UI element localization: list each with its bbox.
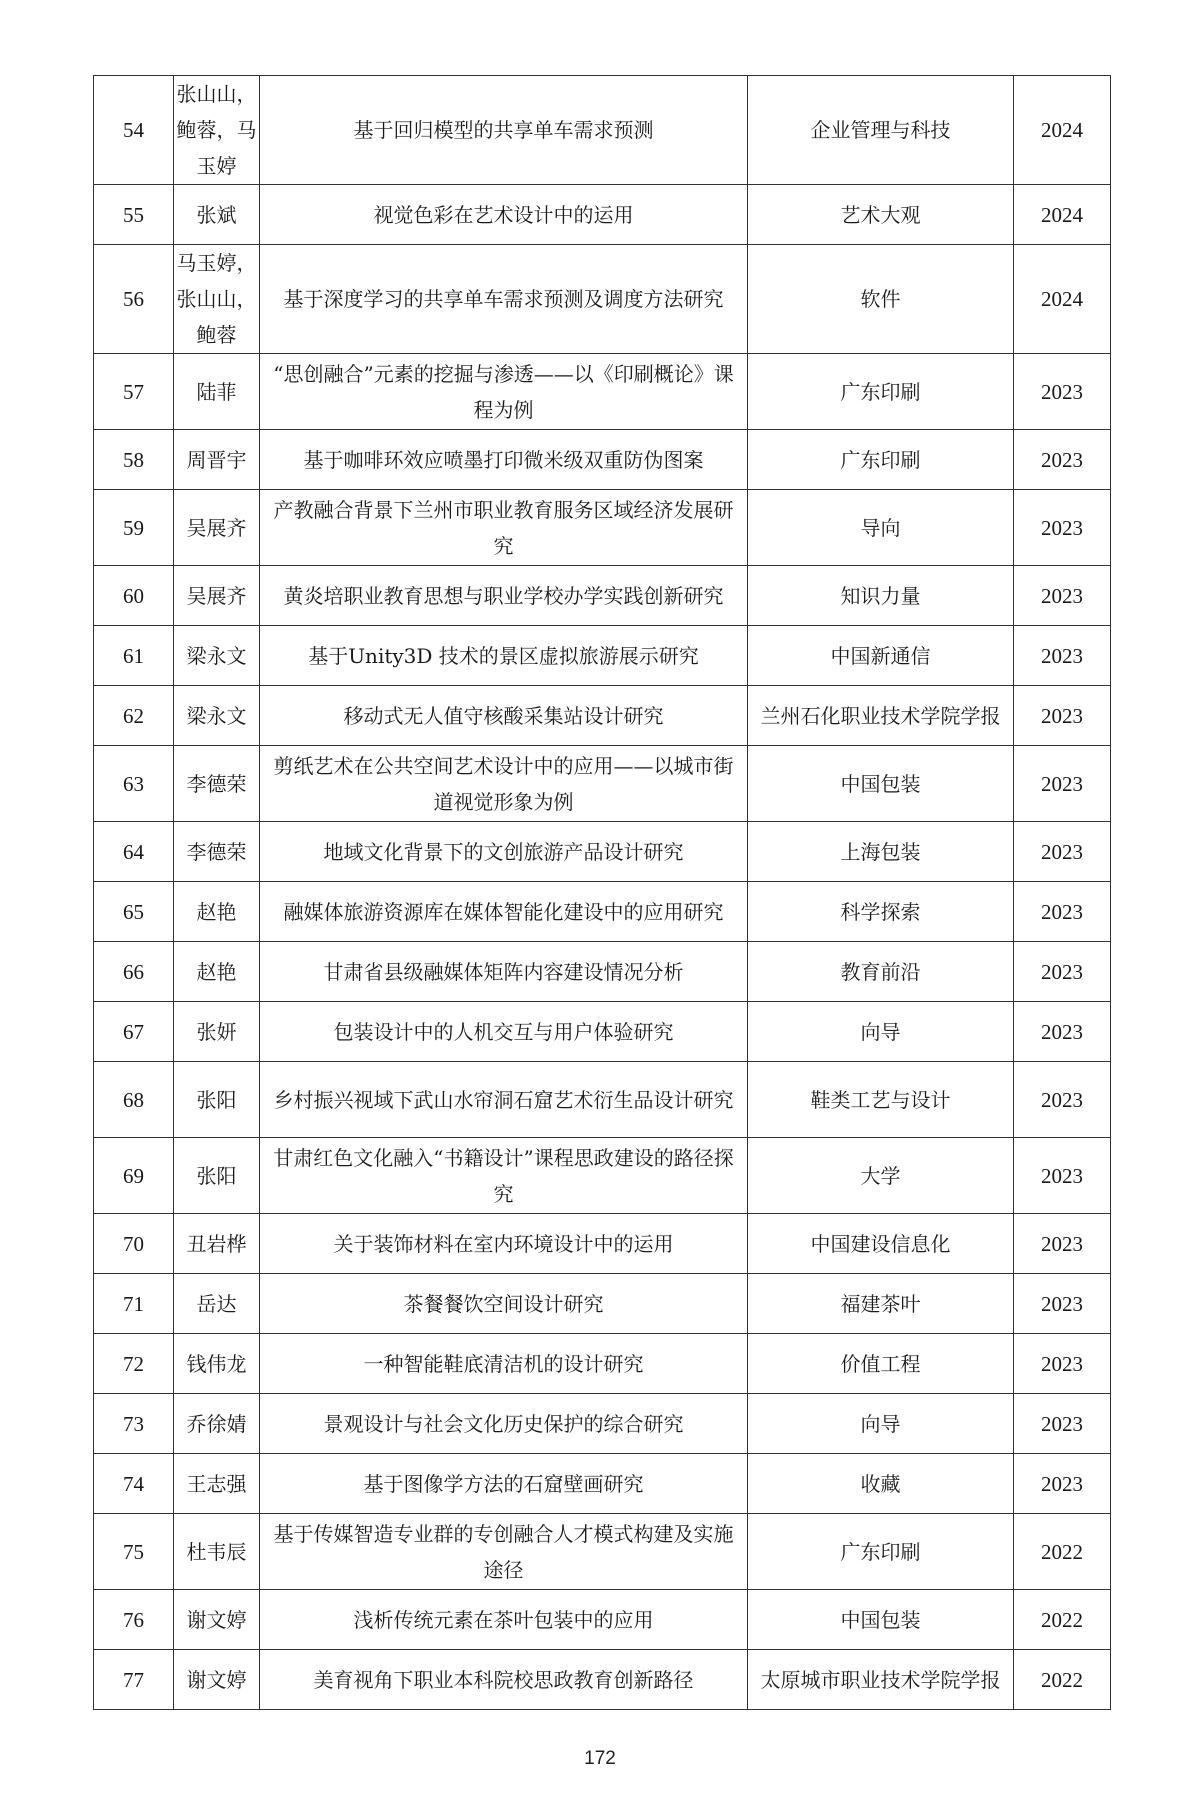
title-cell: 茶餐餐饮空间设计研究 <box>260 1274 748 1334</box>
title-cell: 融媒体旅游资源库在媒体智能化建设中的应用研究 <box>260 882 748 942</box>
author-cell: 张山山，鲍蓉，马玉婷 <box>174 76 260 185</box>
title-cell: 包装设计中的人机交互与用户体验研究 <box>260 1002 748 1062</box>
row-number-cell: 62 <box>94 686 174 746</box>
year-cell: 2023 <box>1014 430 1111 490</box>
journal-cell: 福建茶叶 <box>748 1274 1014 1334</box>
journal-cell: 软件 <box>748 245 1014 354</box>
table-row <box>94 1274 1111 1334</box>
table-row <box>94 686 1111 746</box>
table-row <box>94 882 1111 942</box>
author-cell: 吴展齐 <box>174 490 260 566</box>
title-cell: 黄炎培职业教育思想与职业学校办学实践创新研究 <box>260 566 748 626</box>
year-cell: 2023 <box>1014 626 1111 686</box>
year-cell: 2023 <box>1014 1002 1111 1062</box>
author-cell: 陆菲 <box>174 354 260 430</box>
table-row <box>94 1334 1111 1394</box>
table-row <box>94 1062 1111 1138</box>
row-number-cell: 67 <box>94 1002 174 1062</box>
year-cell: 2023 <box>1014 354 1111 430</box>
table-row <box>94 1138 1111 1214</box>
table-row <box>94 430 1111 490</box>
title-cell: 基于咖啡环效应喷墨打印微米级双重防伪图案 <box>260 430 748 490</box>
table-row <box>94 185 1111 245</box>
journal-cell: 艺术大观 <box>748 185 1014 245</box>
title-cell: 移动式无人值守核酸采集站设计研究 <box>260 686 748 746</box>
journal-cell: 向导 <box>748 1002 1014 1062</box>
author-cell: 岳达 <box>174 1274 260 1334</box>
row-number-cell: 76 <box>94 1590 174 1650</box>
journal-cell: 企业管理与科技 <box>748 76 1014 185</box>
author-cell: 李德荣 <box>174 746 260 822</box>
journal-cell: 中国新通信 <box>748 626 1014 686</box>
year-cell: 2023 <box>1014 686 1111 746</box>
title-cell: 浅析传统元素在茶叶包装中的应用 <box>260 1590 748 1650</box>
journal-cell: 教育前沿 <box>748 942 1014 1002</box>
journal-cell: 兰州石化职业技术学院学报 <box>748 686 1014 746</box>
table-row <box>94 1214 1111 1274</box>
year-cell: 2023 <box>1014 1062 1111 1138</box>
publication-table <box>93 75 1111 1710</box>
journal-cell: 中国建设信息化 <box>748 1214 1014 1274</box>
table-row <box>94 746 1111 822</box>
table-row <box>94 1590 1111 1650</box>
table-row <box>94 1650 1111 1710</box>
journal-cell: 知识力量 <box>748 566 1014 626</box>
author-cell: 张阳 <box>174 1062 260 1138</box>
title-cell: 关于装饰材料在室内环境设计中的运用 <box>260 1214 748 1274</box>
title-cell: 乡村振兴视域下武山水帘洞石窟艺术衍生品设计研究 <box>260 1062 748 1138</box>
row-number-cell: 70 <box>94 1214 174 1274</box>
table-row <box>94 490 1111 566</box>
year-cell: 2023 <box>1014 1334 1111 1394</box>
table-row <box>94 942 1111 1002</box>
year-cell: 2023 <box>1014 942 1111 1002</box>
table-row <box>94 1514 1111 1590</box>
year-cell: 2024 <box>1014 245 1111 354</box>
journal-cell: 广东印刷 <box>748 1514 1014 1590</box>
table-row <box>94 354 1111 430</box>
author-cell: 钱伟龙 <box>174 1334 260 1394</box>
table-row <box>94 1454 1111 1514</box>
journal-cell: 广东印刷 <box>748 430 1014 490</box>
year-cell: 2022 <box>1014 1590 1111 1650</box>
journal-cell: 太原城市职业技术学院学报 <box>748 1650 1014 1710</box>
year-cell: 2022 <box>1014 1650 1111 1710</box>
row-number-cell: 66 <box>94 942 174 1002</box>
title-cell: 基于回归模型的共享单车需求预测 <box>260 76 748 185</box>
author-cell: 赵艳 <box>174 942 260 1002</box>
author-cell: 梁永文 <box>174 626 260 686</box>
journal-cell: 科学探索 <box>748 882 1014 942</box>
journal-cell: 中国包装 <box>748 746 1014 822</box>
title-cell: 基于深度学习的共享单车需求预测及调度方法研究 <box>260 245 748 354</box>
year-cell: 2023 <box>1014 746 1111 822</box>
author-cell: 丑岩桦 <box>174 1214 260 1274</box>
title-cell: 景观设计与社会文化历史保护的综合研究 <box>260 1394 748 1454</box>
title-cell: 基于图像学方法的石窟壁画研究 <box>260 1454 748 1514</box>
journal-cell: 广东印刷 <box>748 354 1014 430</box>
title-cell: 基于Unity3D 技术的景区虚拟旅游展示研究 <box>260 626 748 686</box>
title-cell: 基于传媒智造专业群的专创融合人才模式构建及实施途径 <box>260 1514 748 1590</box>
title-cell: 甘肃省县级融媒体矩阵内容建设情况分析 <box>260 942 748 1002</box>
row-number-cell: 65 <box>94 882 174 942</box>
author-cell: 张妍 <box>174 1002 260 1062</box>
year-cell: 2023 <box>1014 1454 1111 1514</box>
author-cell: 周晋宇 <box>174 430 260 490</box>
journal-cell: 上海包装 <box>748 822 1014 882</box>
table-row <box>94 76 1111 185</box>
table-row <box>94 245 1111 354</box>
row-number-cell: 71 <box>94 1274 174 1334</box>
year-cell: 2023 <box>1014 566 1111 626</box>
table-row <box>94 822 1111 882</box>
year-cell: 2024 <box>1014 76 1111 185</box>
row-number-cell: 60 <box>94 566 174 626</box>
year-cell: 2023 <box>1014 1274 1111 1334</box>
title-cell: 甘肃红色文化融入“书籍设计”课程思政建设的路径探究 <box>260 1138 748 1214</box>
page-number: 172 <box>584 1748 616 1769</box>
author-cell: 吴展齐 <box>174 566 260 626</box>
year-cell: 2023 <box>1014 1394 1111 1454</box>
title-cell: 一种智能鞋底清洁机的设计研究 <box>260 1334 748 1394</box>
author-cell: 王志强 <box>174 1454 260 1514</box>
table-row <box>94 566 1111 626</box>
author-cell: 谢文婷 <box>174 1590 260 1650</box>
row-number-cell: 56 <box>94 245 174 354</box>
title-cell: 美育视角下职业本科院校思政教育创新路径 <box>260 1650 748 1710</box>
journal-cell: 向导 <box>748 1394 1014 1454</box>
year-cell: 2023 <box>1014 882 1111 942</box>
row-number-cell: 64 <box>94 822 174 882</box>
row-number-cell: 63 <box>94 746 174 822</box>
title-cell: 视觉色彩在艺术设计中的运用 <box>260 185 748 245</box>
journal-cell: 大学 <box>748 1138 1014 1214</box>
author-cell: 张阳 <box>174 1138 260 1214</box>
row-number-cell: 69 <box>94 1138 174 1214</box>
journal-cell: 中国包装 <box>748 1590 1014 1650</box>
year-cell: 2022 <box>1014 1514 1111 1590</box>
author-cell: 谢文婷 <box>174 1650 260 1710</box>
row-number-cell: 73 <box>94 1394 174 1454</box>
table-body <box>94 76 1111 1710</box>
row-number-cell: 77 <box>94 1650 174 1710</box>
table-row <box>94 626 1111 686</box>
year-cell: 2023 <box>1014 490 1111 566</box>
author-cell: 梁永文 <box>174 686 260 746</box>
author-cell: 李德荣 <box>174 822 260 882</box>
journal-cell: 收藏 <box>748 1454 1014 1514</box>
title-cell: 地域文化背景下的文创旅游产品设计研究 <box>260 822 748 882</box>
title-cell: 产教融合背景下兰州市职业教育服务区域经济发展研究 <box>260 490 748 566</box>
year-cell: 2023 <box>1014 1214 1111 1274</box>
row-number-cell: 74 <box>94 1454 174 1514</box>
table-row <box>94 1002 1111 1062</box>
year-cell: 2023 <box>1014 822 1111 882</box>
row-number-cell: 58 <box>94 430 174 490</box>
row-number-cell: 61 <box>94 626 174 686</box>
row-number-cell: 72 <box>94 1334 174 1394</box>
year-cell: 2024 <box>1014 185 1111 245</box>
title-cell: 剪纸艺术在公共空间艺术设计中的应用——以城市街道视觉形象为例 <box>260 746 748 822</box>
row-number-cell: 54 <box>94 76 174 185</box>
row-number-cell: 75 <box>94 1514 174 1590</box>
journal-cell: 鞋类工艺与设计 <box>748 1062 1014 1138</box>
author-cell: 张斌 <box>174 185 260 245</box>
author-cell: 乔徐婧 <box>174 1394 260 1454</box>
journal-cell: 导向 <box>748 490 1014 566</box>
table-row <box>94 1394 1111 1454</box>
row-number-cell: 68 <box>94 1062 174 1138</box>
author-cell: 赵艳 <box>174 882 260 942</box>
author-cell: 马玉婷，张山山，鲍蓉 <box>174 245 260 354</box>
author-cell: 杜韦辰 <box>174 1514 260 1590</box>
row-number-cell: 57 <box>94 354 174 430</box>
year-cell: 2023 <box>1014 1138 1111 1214</box>
row-number-cell: 55 <box>94 185 174 245</box>
row-number-cell: 59 <box>94 490 174 566</box>
journal-cell: 价值工程 <box>748 1334 1014 1394</box>
title-cell: “思创融合”元素的挖掘与渗透——以《印刷概论》课程为例 <box>260 354 748 430</box>
